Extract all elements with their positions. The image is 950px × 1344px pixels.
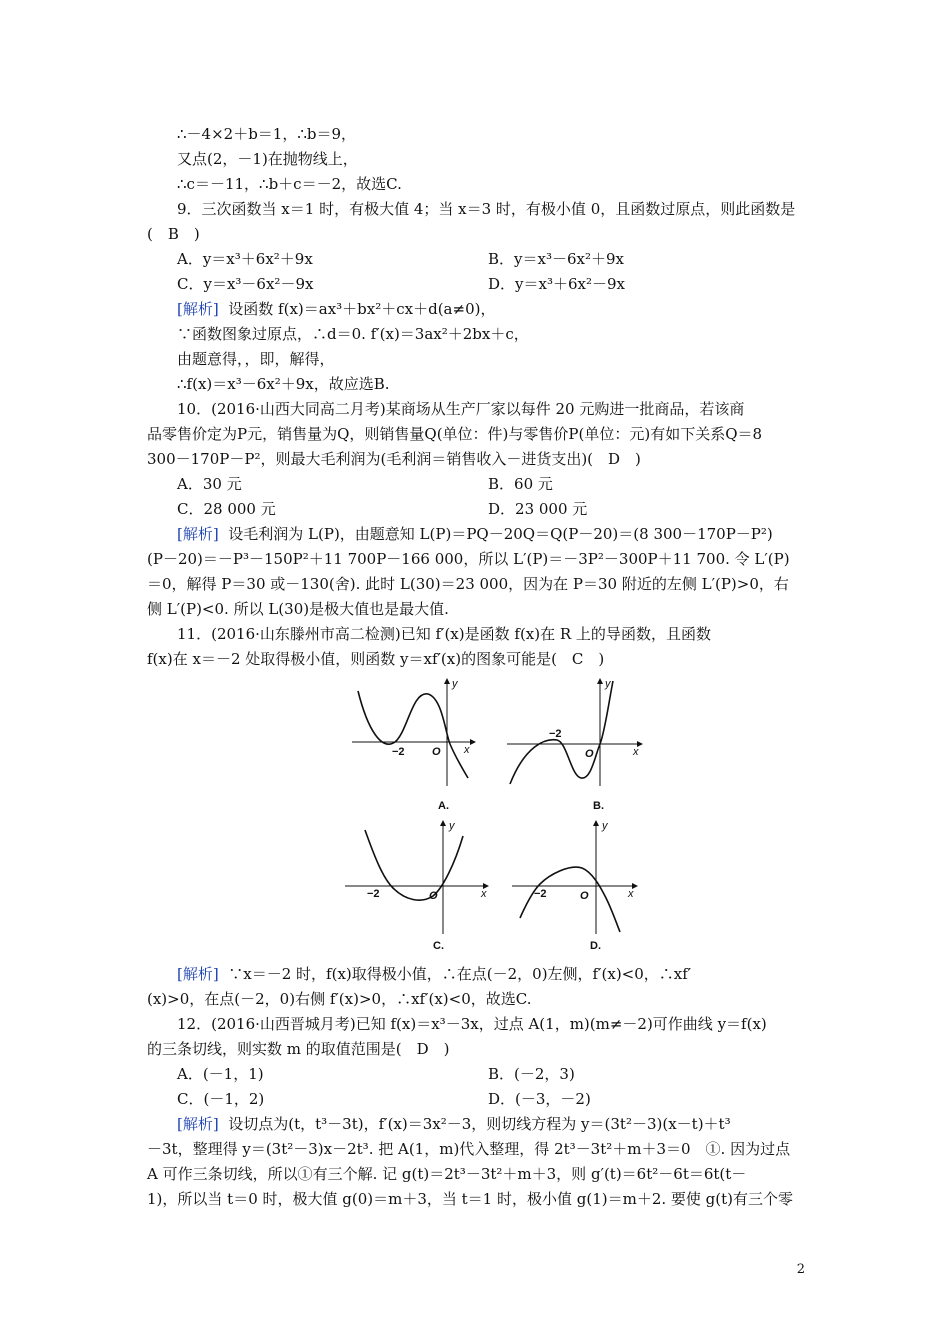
question-11-stem: f(x)在 x＝－2 处取得极小值，则函数 y＝xf′(x)的图象可能是( C ): [147, 650, 605, 668]
analysis-text: 设切点为(t，t³－3t)，f′(x)＝3x²－3，则切线方程为 y＝(3t²－3)(x－t)＋t³: [228, 1115, 731, 1133]
analysis-block: [177, 299, 495, 319]
solution-line: ∴c＝－11，∴b＋c＝－2，故选C.: [177, 175, 402, 193]
graph-caption: A.: [438, 800, 449, 812]
graph-option-a: [350, 676, 480, 812]
x-axis-label: x: [464, 744, 470, 756]
analysis-line: ∵函数图象过原点，∴d＝0. f′(x)＝3ax²＋2bx＋c，: [177, 325, 529, 343]
question-10-stem: 10．(2016·山西大同高二月考)某商场从生产厂家以每件 20 元购进一批商品，若该商: [177, 400, 745, 418]
question-10-stem: 品零售价定为P元，销售量为Q，则销售量Q(单位：件)与零售价P(单位：元)有如下关系Q＝8: [147, 425, 763, 443]
question-12-stem: 的三条切线，则实数 m 的取值范围是( D ): [147, 1040, 450, 1058]
q12-option-c: C．(－1，2): [177, 1090, 265, 1108]
q10-option-a: A．30 元: [177, 475, 242, 493]
x-axis-label: x: [628, 888, 634, 900]
graph-caption: D.: [590, 940, 601, 952]
q9-option-a: A．y＝x³＋6x²＋9x: [177, 250, 313, 268]
page-number: 2: [796, 1262, 805, 1277]
analysis-tag: [解析]: [177, 300, 219, 318]
analysis-line: ∴f(x)＝x³－6x²＋9x，故应选B.: [177, 375, 390, 393]
analysis-line: A 可作三条切线，所以①有三个解. 记 g(t)＝2t³－3t²＋m＋3，则 g′(t)＝6t²－6t＝6t(t－: [147, 1165, 747, 1183]
question-11-stem: 11．(2016·山东滕州市高二检测)已知 f′(x)是函数 f(x)在 R 上的导函数，且函数: [177, 625, 711, 643]
question-9-answer: ( B ): [147, 225, 200, 243]
graph-option-c: [343, 818, 493, 952]
q10-option-b: B．60 元: [488, 475, 553, 493]
origin-label: O: [429, 890, 438, 902]
tick-label-neg2: −2: [367, 888, 380, 900]
analysis-line: 1)，所以当 t＝0 时，极大值 g(0)＝m＋3，当 t＝1 时，极小值 g(1)＝m＋2. 要使 g(t)有三个零: [147, 1190, 794, 1208]
x-axis-label: x: [481, 888, 487, 900]
analysis-text: 设毛利润为 L(P)，由题意知 L(P)＝PQ－20Q＝Q(P－20)＝(8 300－170P－P²): [228, 525, 773, 543]
y-axis-label: y: [605, 678, 611, 690]
analysis-block: [177, 964, 691, 984]
analysis-line: 由题意得，，即，解得，: [177, 350, 335, 368]
analysis-tag: [解析]: [177, 1115, 219, 1133]
x-axis-label: x: [633, 746, 639, 758]
tick-label-neg2: −2: [534, 888, 547, 900]
analysis-line: ＝0，解得 P＝30 或－130(舍). 此时 L(30)＝23 000，因为在 P＝30 附近的左侧 L′(P)>0，右: [147, 575, 789, 593]
analysis-text: 设函数 f(x)＝ax³＋bx²＋cx＋d(a≠0)，: [228, 300, 496, 318]
solution-line: 又点(2，－1)在抛物线上，: [177, 150, 358, 168]
q12-option-a: A．(－1，1): [177, 1065, 264, 1083]
tick-label-neg2: −2: [392, 746, 405, 758]
graph-option-d: [510, 818, 640, 952]
question-9-stem: 9．三次函数当 x＝1 时，有极大值 4；当 x＝3 时，有极小值 0，且函数过原点，则此函数是: [177, 200, 796, 218]
origin-label: O: [580, 890, 589, 902]
analysis-block: [177, 1114, 731, 1134]
analysis-tag: [解析]: [177, 525, 219, 543]
q12-option-d: D．(－3，－2): [488, 1090, 591, 1108]
q9-option-b: B．y＝x³－6x²＋9x: [488, 250, 624, 268]
analysis-text: ∵x＝－2 时，f(x)取得极小值，∴在点(－2，0)左侧，f′(x)<0，∴xf′: [228, 965, 692, 983]
graph-option-b: [505, 676, 645, 812]
y-axis-label: y: [452, 678, 458, 690]
q10-option-c: C．28 000 元: [177, 500, 276, 518]
origin-label: O: [432, 746, 441, 758]
question-10-stem: 300－170P－P²，则最大毛利润为(毛利润＝销售收入－进货支出)( D ): [147, 450, 641, 468]
y-axis-label: y: [449, 820, 455, 832]
q9-option-d: D．y＝x³＋6x²－9x: [488, 275, 625, 293]
q10-option-d: D．23 000 元: [488, 500, 588, 518]
analysis-line: (x)>0，在点(－2，0)右侧 f′(x)>0，∴xf′(x)<0，故选C.: [147, 990, 532, 1008]
analysis-block: [177, 524, 773, 544]
graph-caption: B.: [593, 800, 604, 812]
q9-option-c: C．y＝x³－6x²－9x: [177, 275, 314, 293]
origin-label: O: [585, 748, 594, 760]
y-axis-label: y: [602, 820, 608, 832]
analysis-tag: [解析]: [177, 965, 219, 983]
analysis-line: (P－20)＝－P³－150P²＋11 700P－166 000，所以 L′(P)＝－3P²－300P＋11 700. 令 L′(P): [147, 550, 790, 568]
graph-caption: C.: [433, 940, 444, 952]
solution-line: ∴－4×2＋b＝1，∴b＝9，: [177, 125, 357, 143]
analysis-line: －3t，整理得 y＝(3t²－3)x－2t³. 把 A(1，m)代入整理，得 2t³－3t²＋m＋3＝0 ①. 因为过点: [147, 1140, 791, 1158]
question-12-stem: 12．(2016·山西晋城月考)已知 f(x)＝x³－3x，过点 A(1，m)(m≠－2)可作曲线 y＝f(x): [177, 1015, 767, 1033]
tick-label-neg2: −2: [549, 728, 562, 740]
q12-option-b: B．(－2，3): [488, 1065, 575, 1083]
analysis-line: 侧 L′(P)<0. 所以 L(30)是极大值也是最大值.: [147, 600, 449, 618]
